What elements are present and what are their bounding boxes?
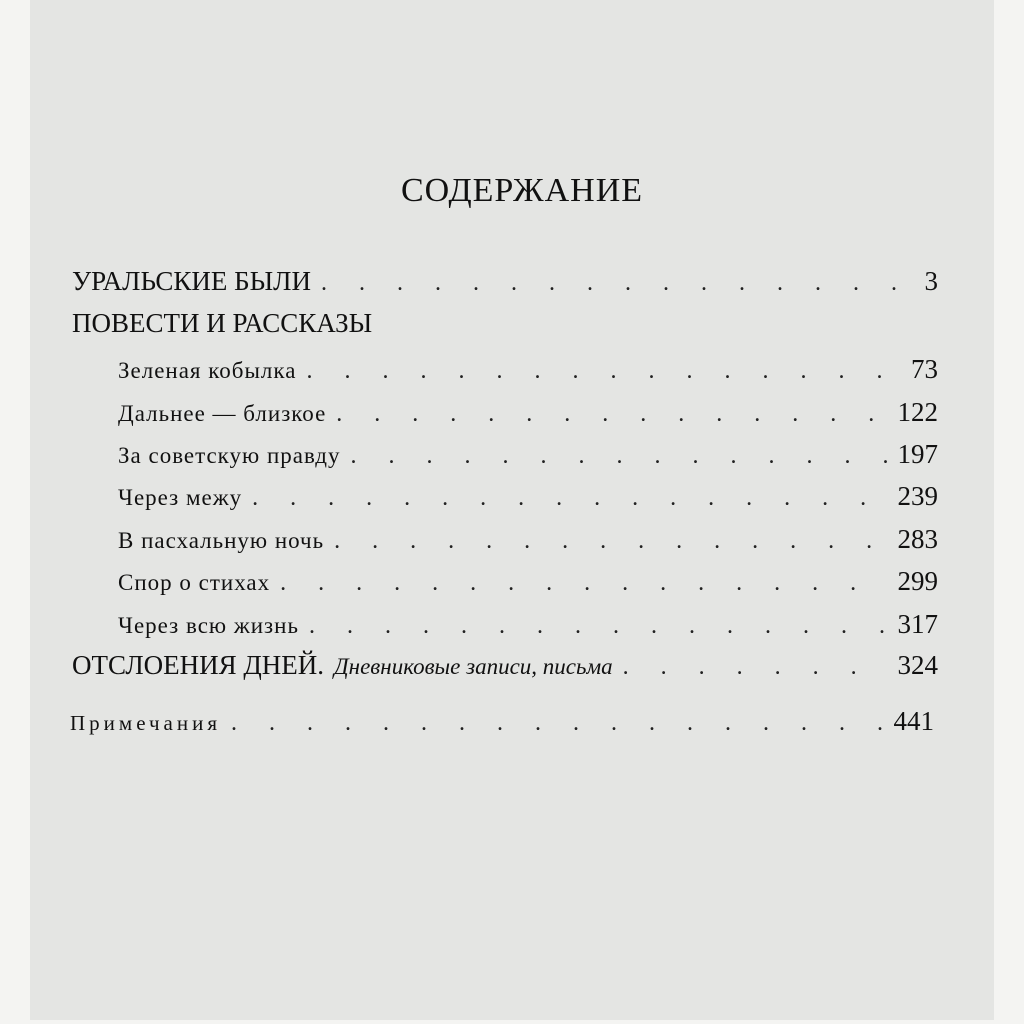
dot-leader [623,654,888,681]
dot-leader [231,710,883,737]
toc-entry-v-paskhalnuyu-noch [118,524,938,555]
toc-entry-label: Спор о стихах [118,570,271,595]
book-page [30,0,994,1020]
toc-entry-cherez-vsyu-zhizn [118,609,938,640]
toc-entry-otsloeniya-dney [72,650,938,681]
toc-entry-label: УРАЛЬСКИЕ БЫЛИ [72,266,311,296]
dot-leader [336,401,887,428]
toc-entry-page: 3 [924,266,938,296]
toc-entry-page: 441 [893,706,934,736]
dot-leader [306,358,901,385]
toc-entry-label: Через межу [118,485,243,510]
dot-leader [334,528,887,555]
dot-leader [309,613,888,640]
dot-leader [280,570,887,597]
toc-entry-label: В пасхальную ночь [118,528,325,553]
dot-leader [321,270,915,297]
toc-entry-label: Примечания [70,711,222,735]
toc-section-label: ПОВЕСТИ И РАССКАЗЫ [72,308,373,338]
toc-entry-page: 122 [897,397,938,427]
toc-entry-label: За советскую правду [118,443,341,468]
toc-entry-label: Через всю жизнь [118,613,299,638]
toc-entry-page: 324 [897,650,938,680]
toc-entry-spor-o-stikhakh [118,566,938,597]
toc-entry-label: ОТСЛОЕНИЯ ДНЕЙ. [72,650,325,680]
toc-entry-label: Зеленая кобылка [118,358,297,383]
dot-leader [252,485,887,512]
toc-entry-cherez-mezhu [118,481,938,512]
toc-entry-page: 283 [897,524,938,554]
toc-section-povesti [72,308,938,339]
toc-entry-label: Дальнее — близкое [118,401,327,426]
toc-entry-page: 197 [897,439,938,469]
toc-entry-uralskie-byli [72,266,938,297]
toc-entry-page: 317 [897,609,938,639]
toc-entry-dalnee-blizkoe [118,397,938,428]
toc-entry-page: 299 [897,566,938,596]
toc-entry-za-sovetskuyu-pravdu [118,439,938,470]
toc-entry-zelenaya-kobylka [118,354,938,385]
dot-leader [350,443,887,470]
toc-entry-page: 73 [911,354,938,384]
contents-title: СОДЕРЖАНИЕ [400,172,644,209]
toc-entry-subtitle: Дневниковые записи, письма [334,654,613,679]
toc-entry-page: 239 [897,481,938,511]
toc-entry-primechaniya [70,706,934,737]
